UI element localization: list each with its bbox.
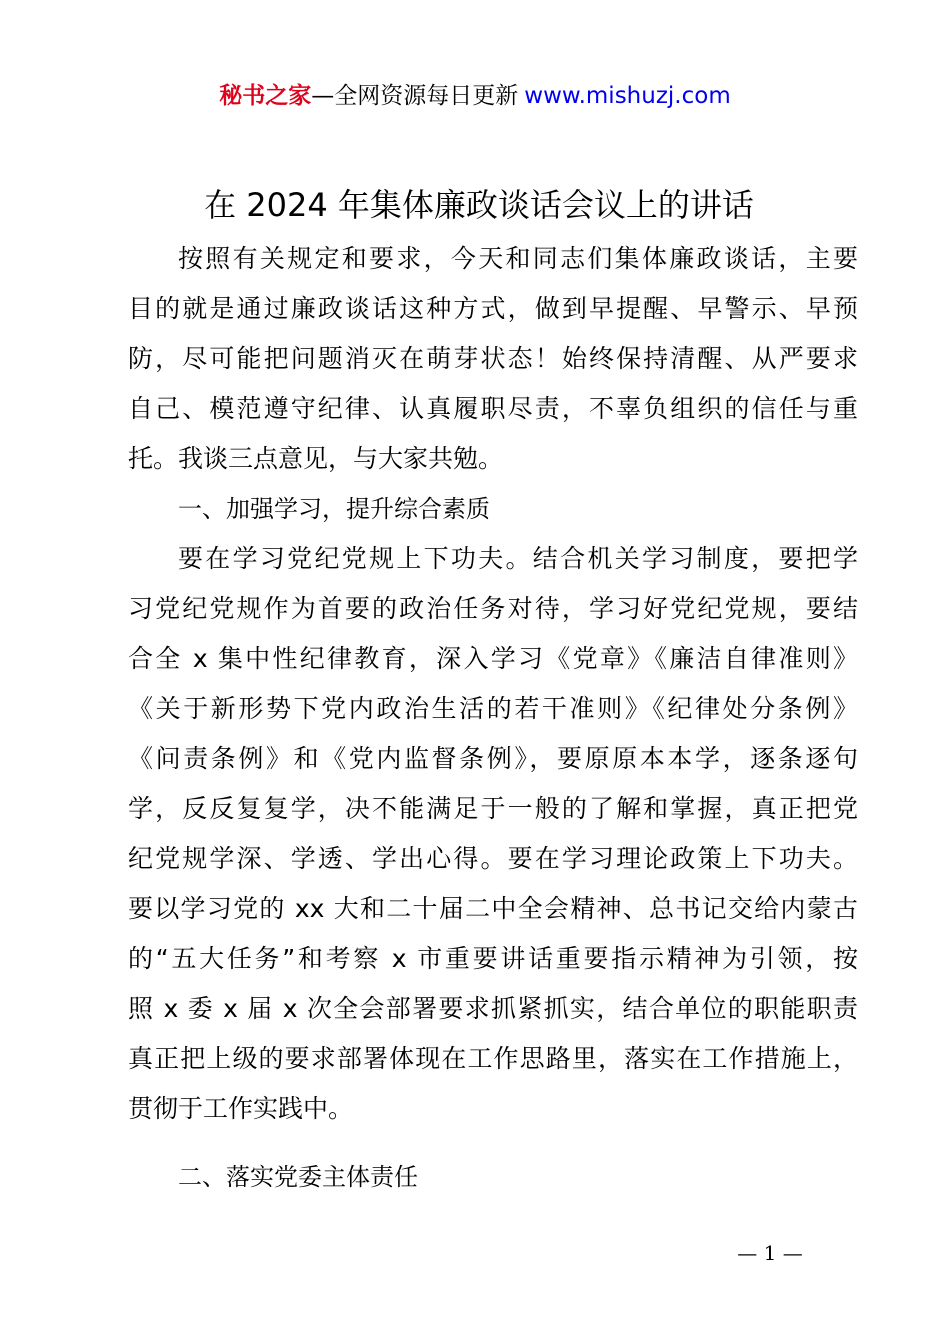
document-body [128,234,858,1202]
paragraph-line: 《问责条例》和《党内监督条例》，要原原本本学，逐条逐句 [128,744,858,773]
header-dash: — [311,83,335,109]
paragraph-line: 贯彻于工作实践中。 [128,1094,354,1123]
paragraph-line: 自己、模范遵守纪律、认真履职尽责，不辜负组织的信任与重 [128,394,858,423]
header-tagline: 全网资源每日更新 [334,83,519,109]
paragraph-line: 目的就是通过廉政谈话这种方式，做到早提醒、早警示、早预 [128,294,858,323]
paragraph-line: 托。我谈三点意见，与大家共勉。 [128,444,504,473]
spacer [128,1134,858,1152]
section-heading-1: 一、加强学习，提升综合素质 [178,495,490,523]
section-heading-2: 二、落实党委主体责任 [178,1163,418,1191]
paragraph-line: 纪党规学深、学透、学出心得。要在学习理论政策上下功夫。 [128,844,858,873]
paragraph-line: 要在学习党纪党规上下功夫。结合机关学习制度，要把学 [178,544,858,573]
page-number: — 1 — [737,1241,803,1265]
site-url-link[interactable]: www.mishuzj.com [524,83,731,109]
brand-name: 秘书之家 [219,83,312,109]
paragraph-line: 学，反反复复学，决不能满足于一般的了解和掌握，真正把党 [128,794,858,823]
site-header [0,80,950,112]
paragraph-line: 的“五大任务”和考察 x 市重要讲话重要指示精神为引领，按 [128,944,858,973]
paragraph-line: 要以学习党的 xx 大和二十届二中全会精神、总书记交给内蒙古 [128,894,858,923]
paragraph-line: 按照有关规定和要求，今天和同志们集体廉政谈话，主要 [178,244,858,273]
paragraph-line: 合全 x 集中性纪律教育，深入学习《党章》《廉洁自律准则》 [128,644,858,673]
paragraph-line: 《关于新形势下党内政治生活的若干准则》《纪律处分条例》 [128,694,858,723]
paragraph-line: 真正把上级的要求部署体现在工作思路里，落实在工作措施上， [128,1044,858,1073]
paragraph-line: 照 x 委 x 届 x 次全会部署要求抓紧抓实，结合单位的职能职责 [128,994,858,1023]
paragraph-line: 习党纪党规作为首要的政治任务对待，学习好党纪党规，要结 [128,594,858,623]
paragraph-line: 防，尽可能把问题消灭在萌芽状态！始终保持清醒、从严要求 [128,344,858,373]
document-title: 在 2024 年集体廉政谈话会议上的讲话 [204,186,754,224]
